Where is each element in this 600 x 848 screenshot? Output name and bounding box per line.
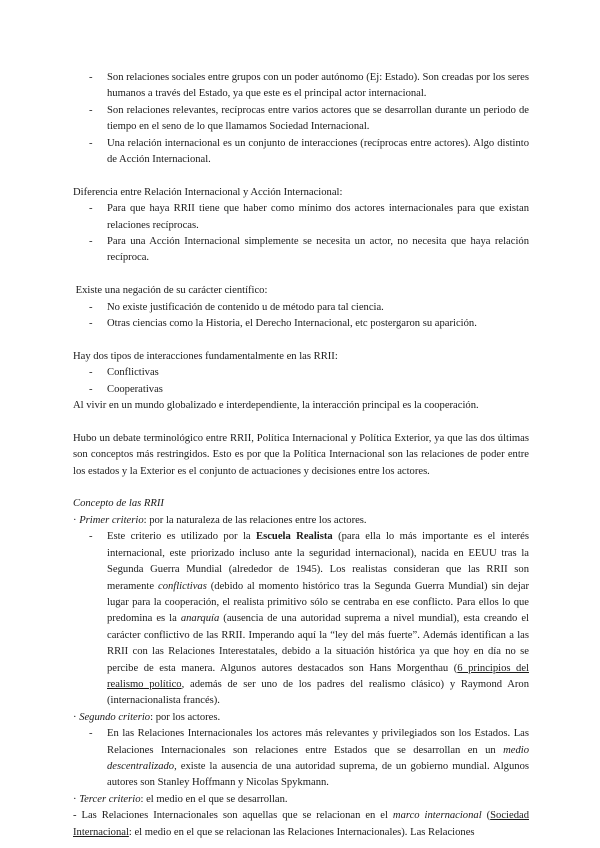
debate-paragraph: Hubo un debate terminológico entre RRII, Política Internacional y Política Exterior, ya que las dos últimas son conceptos más restringidos. Esto es por que la Política Internacional son las relaciones de poder entre los estados y la Exterior es el conjunto de actuaciones y decisiones entre los actores. <box>73 432 529 477</box>
list-item: - Una relación internacional es un conjunto de interacciones (recíprocas entre actores). Algo distinto de Acción Internacional. <box>73 136 529 169</box>
negacion-list <box>73 300 529 333</box>
list-item: - Son relaciones sociales entre grupos con un poder autónomo (Ej: Estado). Son creadas por los seres humanos a través del Estado, ya que este es el principal actor internacional. <box>73 70 529 103</box>
list-item: - Cooperativas <box>73 382 529 398</box>
italic-term: conflictivas <box>158 580 207 592</box>
criterio-1-text: : por la naturaleza de las relaciones entre los actores. <box>143 514 367 526</box>
criterio-2-text: : por los actores. <box>150 711 221 723</box>
list-item: - Otras ciencias como la Historia, el Derecho Internacional, etc postergaron su aparición. <box>73 316 529 332</box>
criterio-prefix: · <box>73 514 80 526</box>
criterio-2-line <box>73 710 529 726</box>
sociedad-internacional-link[interactable]: Sociedad Internacional <box>73 810 529 838</box>
italic-term: marco internacional <box>392 810 482 822</box>
criterio-3-line <box>73 792 529 808</box>
text-run: - Las Relaciones Internacionales son aquellas que se relacionan en el <box>73 810 393 822</box>
list-item <box>73 726 529 792</box>
text-run: (ausencia de una autoridad suprema a nivel mundial), esta creando el carácter conflictivo de las RRII. Imperando aquí la “ley del más fuerte”. Además identifican a las RRII con las Relaciones Interestatales, debido a la situación histórica ya que hoy en día no se percibe de esta manera. Algunos autores destacados son Hans Morgenthau ( <box>107 613 529 674</box>
list-item: - No existe justificación de contenido u de método para tal ciencia. <box>73 300 529 316</box>
text-run: En las Relaciones Internacionales los actores más relevantes y privilegiados son los Estados. Las Relaciones Internacionales son relaciones entre Estados que se desarrollan en un <box>107 728 529 756</box>
concepto-heading: Concepto de las RRII <box>73 498 164 510</box>
italic-term: anarquía <box>180 613 220 625</box>
criterio-1-label: Primer criterio <box>79 514 144 526</box>
interacciones-heading: Hay dos tipos de interacciones fundamentalmente en las RRII: <box>73 350 338 362</box>
diferencia-list <box>73 201 529 267</box>
negacion-heading: Existe una negación de su carácter científico: <box>73 285 268 297</box>
text-run: (para ella lo más importante es el interés internacional, este priorizado incluso ante la seguridad internacional), nacida en EEUU tras la Segunda Guerra Mundial (alrededor de 1945). Los realistas consideran que las RRII son meramente <box>107 531 530 592</box>
criterio-1-line <box>73 513 529 529</box>
criterio-prefix: · <box>73 711 80 723</box>
text-run: (debido al momento histórico tras la Segunda Guerra Mundial) sin dejar lugar para la cooperación, el realista primitivo sólo se centraba en ese conflicto. Para ellos lo que predomina es la <box>107 580 529 625</box>
criterio-prefix: · <box>73 793 80 805</box>
intro-list <box>73 70 529 168</box>
list-item <box>73 529 529 709</box>
text-run: ( <box>481 810 491 822</box>
criterio-3-text: : el medio en el que se desarrollan. <box>140 793 288 805</box>
italic-term: medio descentralizado <box>107 744 529 772</box>
text-run: : el medio en el que se relacionan las Relaciones Internacionales). Las Relaciones <box>128 826 475 838</box>
criterio-2-list <box>73 726 529 792</box>
text-run: Este criterio es utilizado por la <box>107 531 257 543</box>
criterio-3-paragraph <box>73 808 529 841</box>
list-item: - Conflictivas <box>73 365 529 381</box>
text-run: , existe la ausencia de una autoridad suprema, de un gobierno mundial. Algunos autores son Stanley Hoffmann y Nicolas Spykmann. <box>107 760 529 789</box>
principios-link[interactable]: 6 principios del realismo político <box>107 662 529 690</box>
list-item: - Son relaciones relevantes, recíprocas entre varios actores que se desarrollan durante un periodo de tiempo en el seno de lo que llamamos Sociedad Internacional. <box>73 103 529 136</box>
interacciones-list <box>73 365 529 398</box>
criterio-2-label: Segundo criterio <box>79 711 151 723</box>
criterio-1-list <box>73 529 529 709</box>
document-body <box>73 70 529 841</box>
text-run: , además de ser uno de los padres del realismo clásico) y Raymond Aron (internacionalista francés). <box>107 678 529 707</box>
interacciones-after: Al vivir en un mundo globalizado e interdependiente, la interacción principal es la cooperación. <box>73 400 479 412</box>
list-item: - Para que haya RRII tiene que haber como mínimo dos actores internacionales para que existan relaciones recíprocas. <box>73 201 529 234</box>
criterio-3-label: Tercer criterio <box>79 793 141 805</box>
escuela-realista-bold: Escuela Realista <box>256 531 333 543</box>
diferencia-heading: Diferencia entre Relación Internacional y Acción Internacional: <box>73 186 343 198</box>
list-item: - Para una Acción Internacional simplemente se necesita un actor, no necesita que haya relación recíproca. <box>73 234 529 267</box>
